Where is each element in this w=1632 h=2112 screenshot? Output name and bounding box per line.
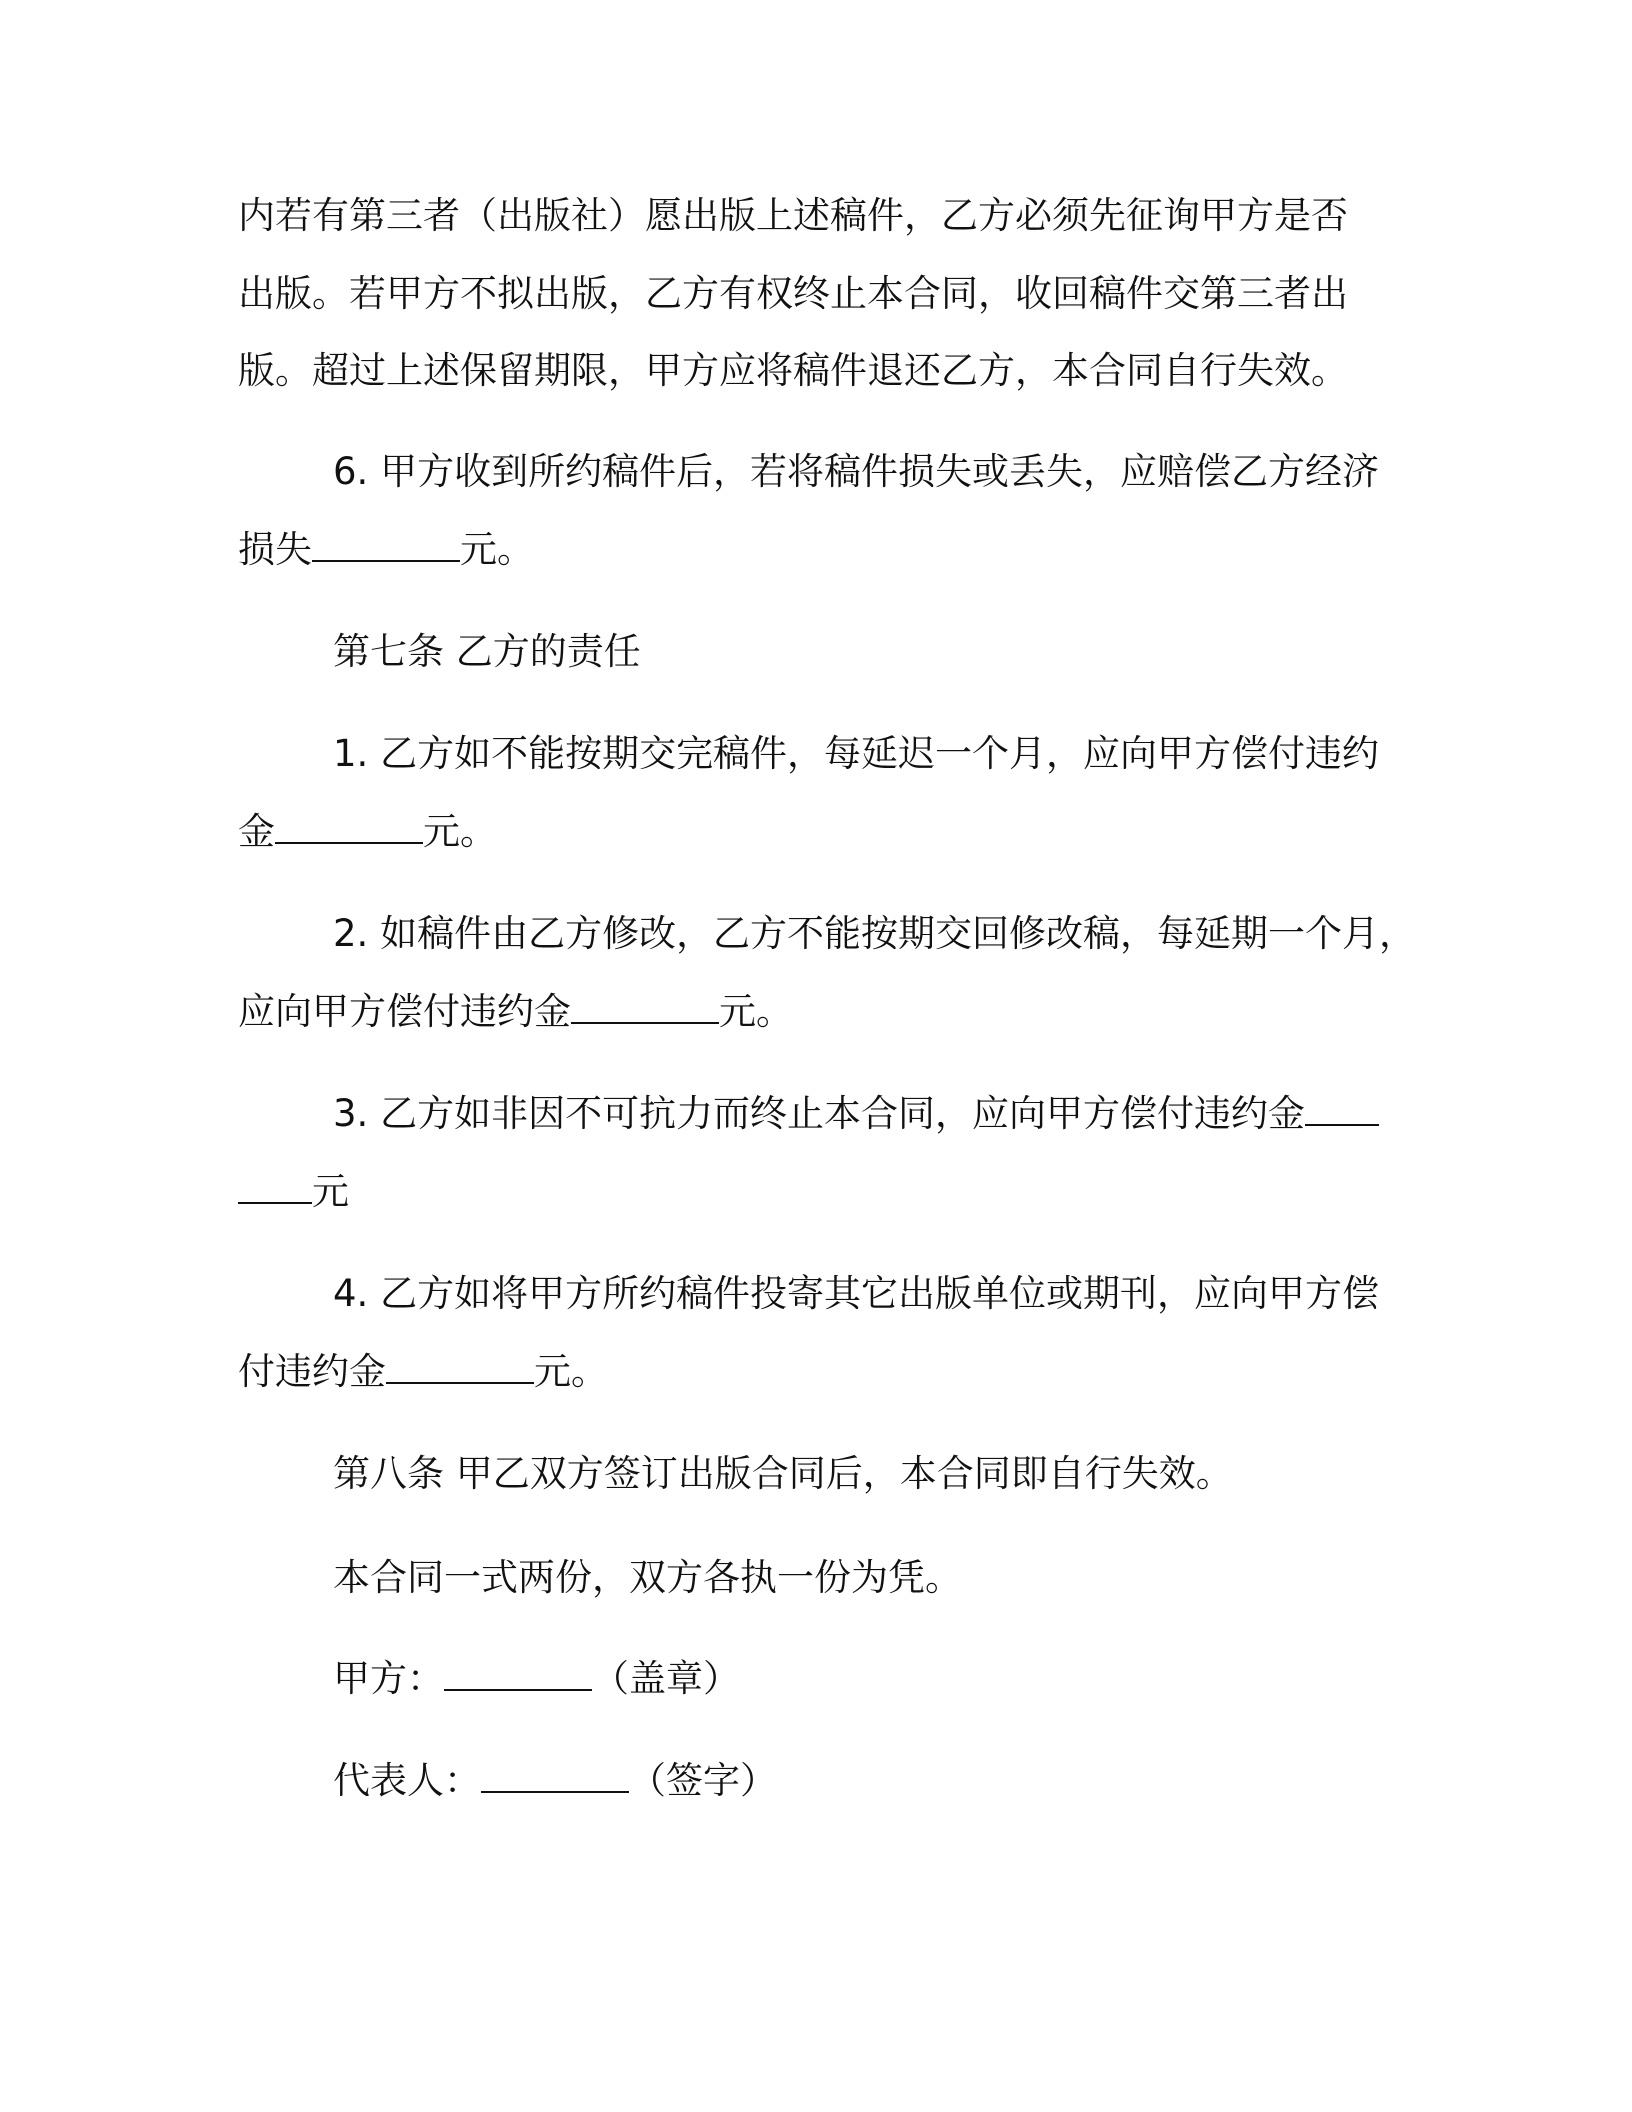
article7-item3-line-2 — [238, 1168, 349, 1216]
article7-item1-suffix: 元。 — [423, 810, 497, 853]
article7-item2-line-2 — [238, 988, 793, 1036]
article7-item2-blank — [571, 992, 719, 1024]
representative-line — [333, 1757, 777, 1805]
article7-item1-line-2 — [238, 808, 497, 856]
item6-line-2 — [238, 526, 534, 574]
article7-item3-suffix: 元 — [312, 1170, 349, 1213]
item6-suffix: 元。 — [460, 528, 534, 571]
article7-item4-line-1: 4. 乙方如将甲方所约稿件投寄其它出版单位或期刊，应向甲方偿 — [333, 1272, 1380, 1315]
article7-item4-blank — [386, 1352, 534, 1384]
article7-item4-suffix: 元。 — [534, 1350, 608, 1393]
article7-item1-blank — [275, 812, 423, 844]
party-a-blank — [444, 1659, 592, 1691]
article7-item2-prefix: 应向甲方偿付违约金 — [238, 990, 571, 1033]
article7-item4-prefix: 付违约金 — [238, 1350, 386, 1393]
article7-item4-line-2 — [238, 1348, 608, 1396]
article7-item1-line-1: 1. 乙方如不能按期交完稿件，每延迟一个月，应向甲方偿付违约 — [333, 732, 1380, 775]
paragraph-line-1: 内若有第三者（出版社）愿出版上述稿件，乙方必须先征询甲方是否 — [238, 194, 1348, 237]
article7-heading: 第七条 乙方的责任 — [333, 630, 641, 673]
item6-line-1: 6. 甲方收到所约稿件后，若将稿件损失或丢失，应赔偿乙方经济 — [333, 450, 1380, 493]
representative-label: 代表人： — [333, 1759, 481, 1802]
party-a-line — [333, 1655, 740, 1703]
article7-item2-line-1: 2. 如稿件由乙方修改，乙方不能按期交回修改稿，每延期一个月， — [333, 912, 1417, 955]
paragraph-line-2: 出版。若甲方不拟出版，乙方有权终止本合同，收回稿件交第三者出 — [238, 272, 1348, 315]
copies-text: 本合同一式两份，双方各执一份为凭。 — [333, 1556, 962, 1599]
article7-item3-text: 3. 乙方如非因不可抗力而终止本合同，应向甲方偿付违约金 — [333, 1092, 1306, 1135]
article8-text: 第八条 甲乙双方签订出版合同后，本合同即自行失效。 — [333, 1452, 1233, 1495]
item6-blank — [312, 530, 460, 562]
party-a-label: 甲方： — [333, 1657, 444, 1700]
party-a-note: （盖章） — [592, 1657, 740, 1700]
article7-item3-blank-b — [238, 1172, 312, 1204]
paragraph-line-3: 版。超过上述保留期限，甲方应将稿件退还乙方，本合同自行失效。 — [238, 349, 1348, 392]
article7-item3-line-1 — [333, 1090, 1379, 1138]
article7-item3-blank-a — [1305, 1094, 1379, 1126]
article7-item1-prefix: 金 — [238, 810, 275, 853]
representative-blank — [481, 1761, 629, 1793]
item6-prefix: 损失 — [238, 528, 312, 571]
representative-note: （签字） — [629, 1759, 777, 1802]
article7-item2-suffix: 元。 — [719, 990, 793, 1033]
